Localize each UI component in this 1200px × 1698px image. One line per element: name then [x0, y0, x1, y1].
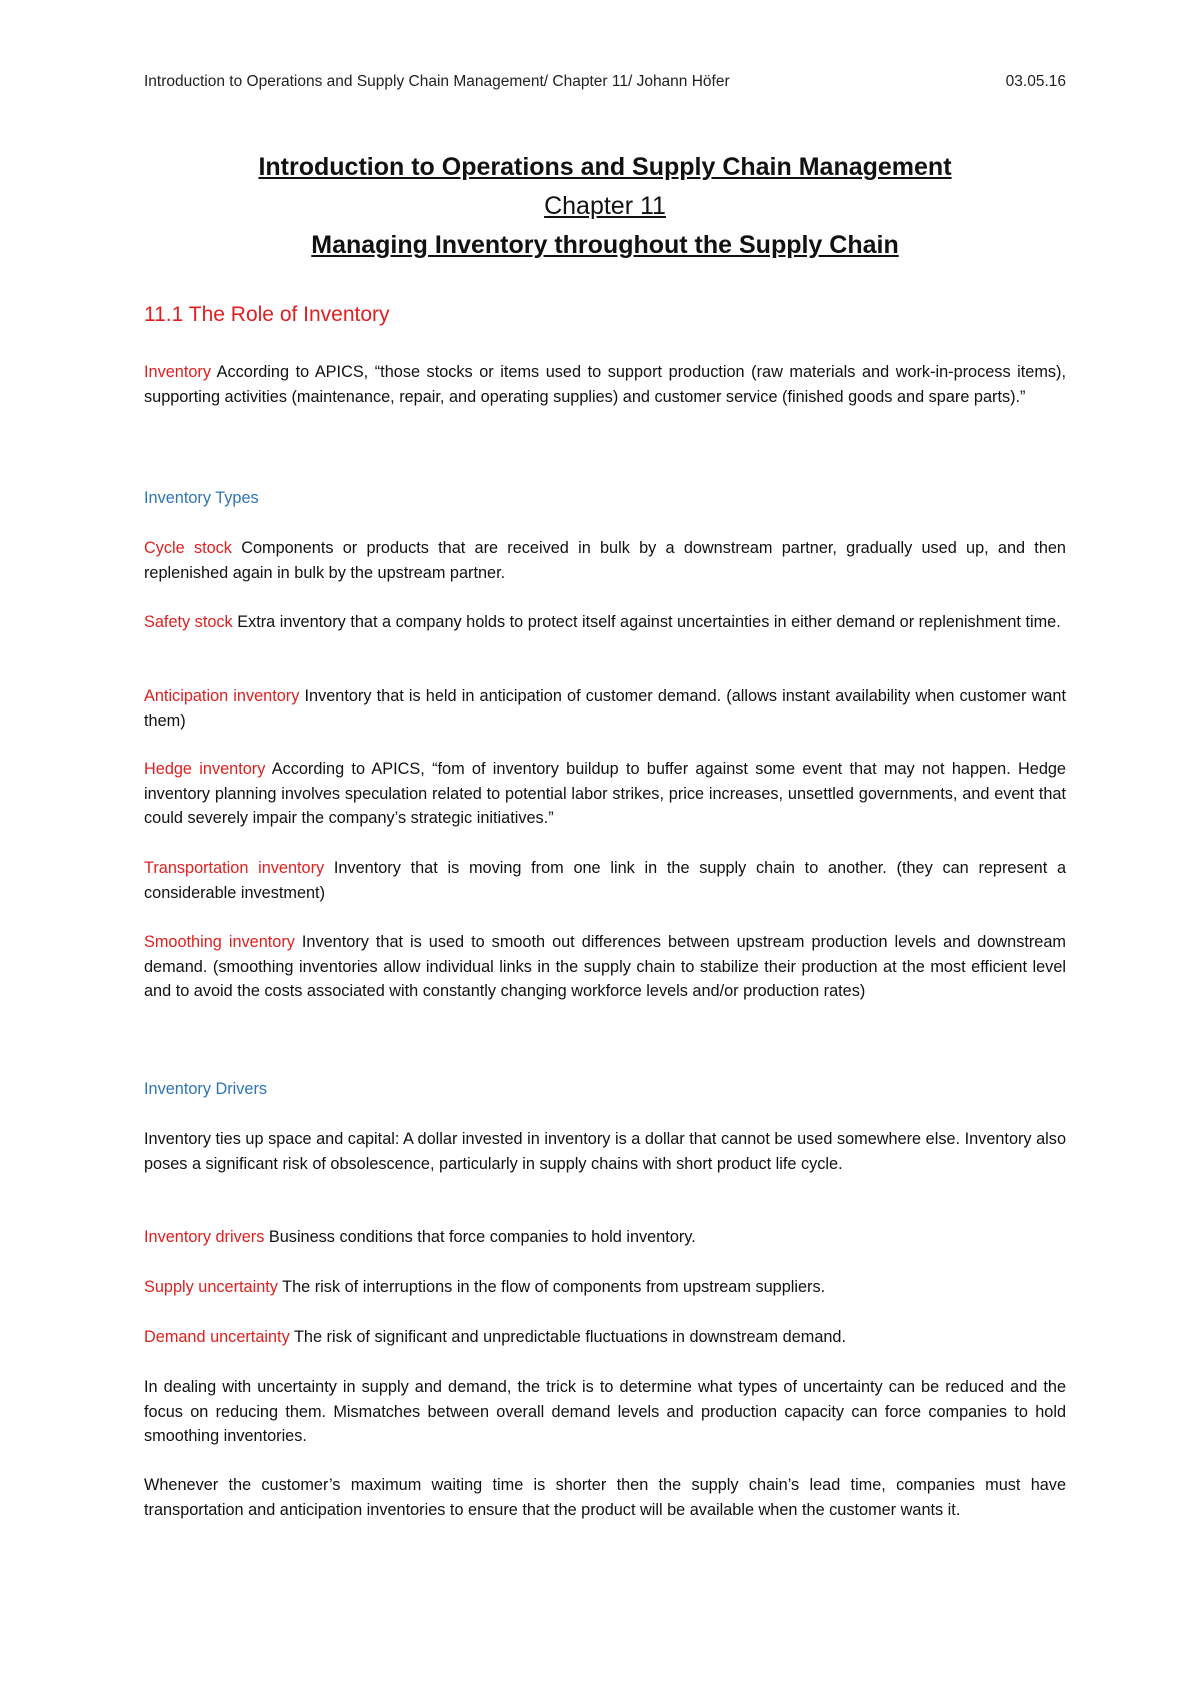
- title-line-3: Managing Inventory throughout the Supply Chain: [311, 231, 899, 259]
- inventory-drivers-heading: Inventory Drivers: [144, 1080, 268, 1098]
- term: Hedge inventory: [144, 760, 266, 778]
- definition: Components or products that are received in bulk by a downstream partner, gradually used up, and then replenished again in bulk by the upstream partner.: [144, 539, 1066, 582]
- document-title: [144, 148, 1066, 265]
- closing-paragraph-1: In dealing with uncertainty in supply and demand, the trick is to determine what types of uncertainty can be reduced and the focus on reducing them. Mismatches between overall demand levels and production capacity can force companies to hold smoothing inventories.: [144, 1378, 1066, 1445]
- definition-safety-stock: [144, 610, 1066, 635]
- inventory-types-heading: Inventory Types: [144, 489, 259, 507]
- definition: Inventory that is used to smooth out differences between upstream production levels and downstream demand. (smoothing inventories allow individual links in the supply chain to stabilize their production at the most efficient level and to avoid the costs associated with constantly changing workforce levels and/or production rates): [144, 933, 1066, 1000]
- term: Cycle stock: [144, 539, 232, 557]
- term: Inventory: [144, 363, 211, 381]
- title-line-2: Chapter 11: [544, 192, 666, 220]
- title-line-1: Introduction to Operations and Supply Chain Management: [258, 153, 952, 181]
- definition: According to APICS, “those stocks or items used to support production (raw materials and work-in-process items), supporting activities (maintenance, repair, and operating supplies) and customer service (finished goods and spare parts).”: [144, 363, 1066, 406]
- inventory-definition: [144, 360, 1066, 409]
- term: Anticipation inventory: [144, 687, 300, 705]
- term: Supply uncertainty: [144, 1278, 278, 1296]
- term: Transportation inventory: [144, 859, 325, 877]
- term: Smoothing inventory: [144, 933, 295, 951]
- definition-smoothing-inventory: [144, 930, 1066, 1004]
- term: Demand uncertainty: [144, 1328, 290, 1346]
- definition: Extra inventory that a company holds to protect itself against uncertainties in either demand or replenishment time.: [232, 613, 1061, 631]
- definition: According to APICS, “fom of inventory buildup to buffer against some event that may not happen. Hedge inventory planning involves speculation related to potential labor strikes, price increases, unsettled governments, and event that could severely impair the company’s strategic initiatives.”: [144, 760, 1066, 827]
- definition: Inventory that is held in anticipation of customer demand. (allows instant availability when customer want them): [144, 687, 1066, 730]
- header-left: Introduction to Operations and Supply Chain Management/ Chapter 11/ Johann Höfer: [144, 73, 730, 90]
- definition-demand-uncertainty: [144, 1325, 1066, 1350]
- drivers-intro: Inventory ties up space and capital: A dollar invested in inventory is a dollar that cannot be used somewhere else. Inventory also poses a significant risk of obsolescence, particularly in supply chains with short product life cycle.: [144, 1130, 1066, 1173]
- definition-transportation-inventory: [144, 856, 1066, 905]
- section-heading: 11.1 The Role of Inventory: [144, 303, 390, 326]
- definition: The risk of interruptions in the flow of components from upstream suppliers.: [277, 1278, 826, 1296]
- definition-inventory-drivers: [144, 1225, 1066, 1250]
- running-header: [144, 73, 1066, 91]
- term: Inventory drivers: [144, 1228, 265, 1246]
- definition: The risk of significant and unpredictable fluctuations in downstream demand.: [289, 1328, 847, 1346]
- definition-hedge-inventory: [144, 757, 1066, 831]
- term: Safety stock: [144, 613, 233, 631]
- definition-anticipation-inventory: [144, 684, 1066, 733]
- closing-paragraph-2: Whenever the customer’s maximum waiting time is shorter then the supply chain’s lead time, companies must have transportation and anticipation inventories to ensure that the product will be available when the customer wants it.: [144, 1476, 1066, 1519]
- header-date: 03.05.16: [1005, 73, 1066, 90]
- definition: Inventory that is moving from one link in the supply chain to another. (they can represent a considerable investment): [144, 859, 1067, 902]
- definition-cycle-stock: [144, 536, 1066, 585]
- definition-supply-uncertainty: [144, 1275, 1066, 1300]
- definition: Business conditions that force companies to hold inventory.: [264, 1228, 696, 1246]
